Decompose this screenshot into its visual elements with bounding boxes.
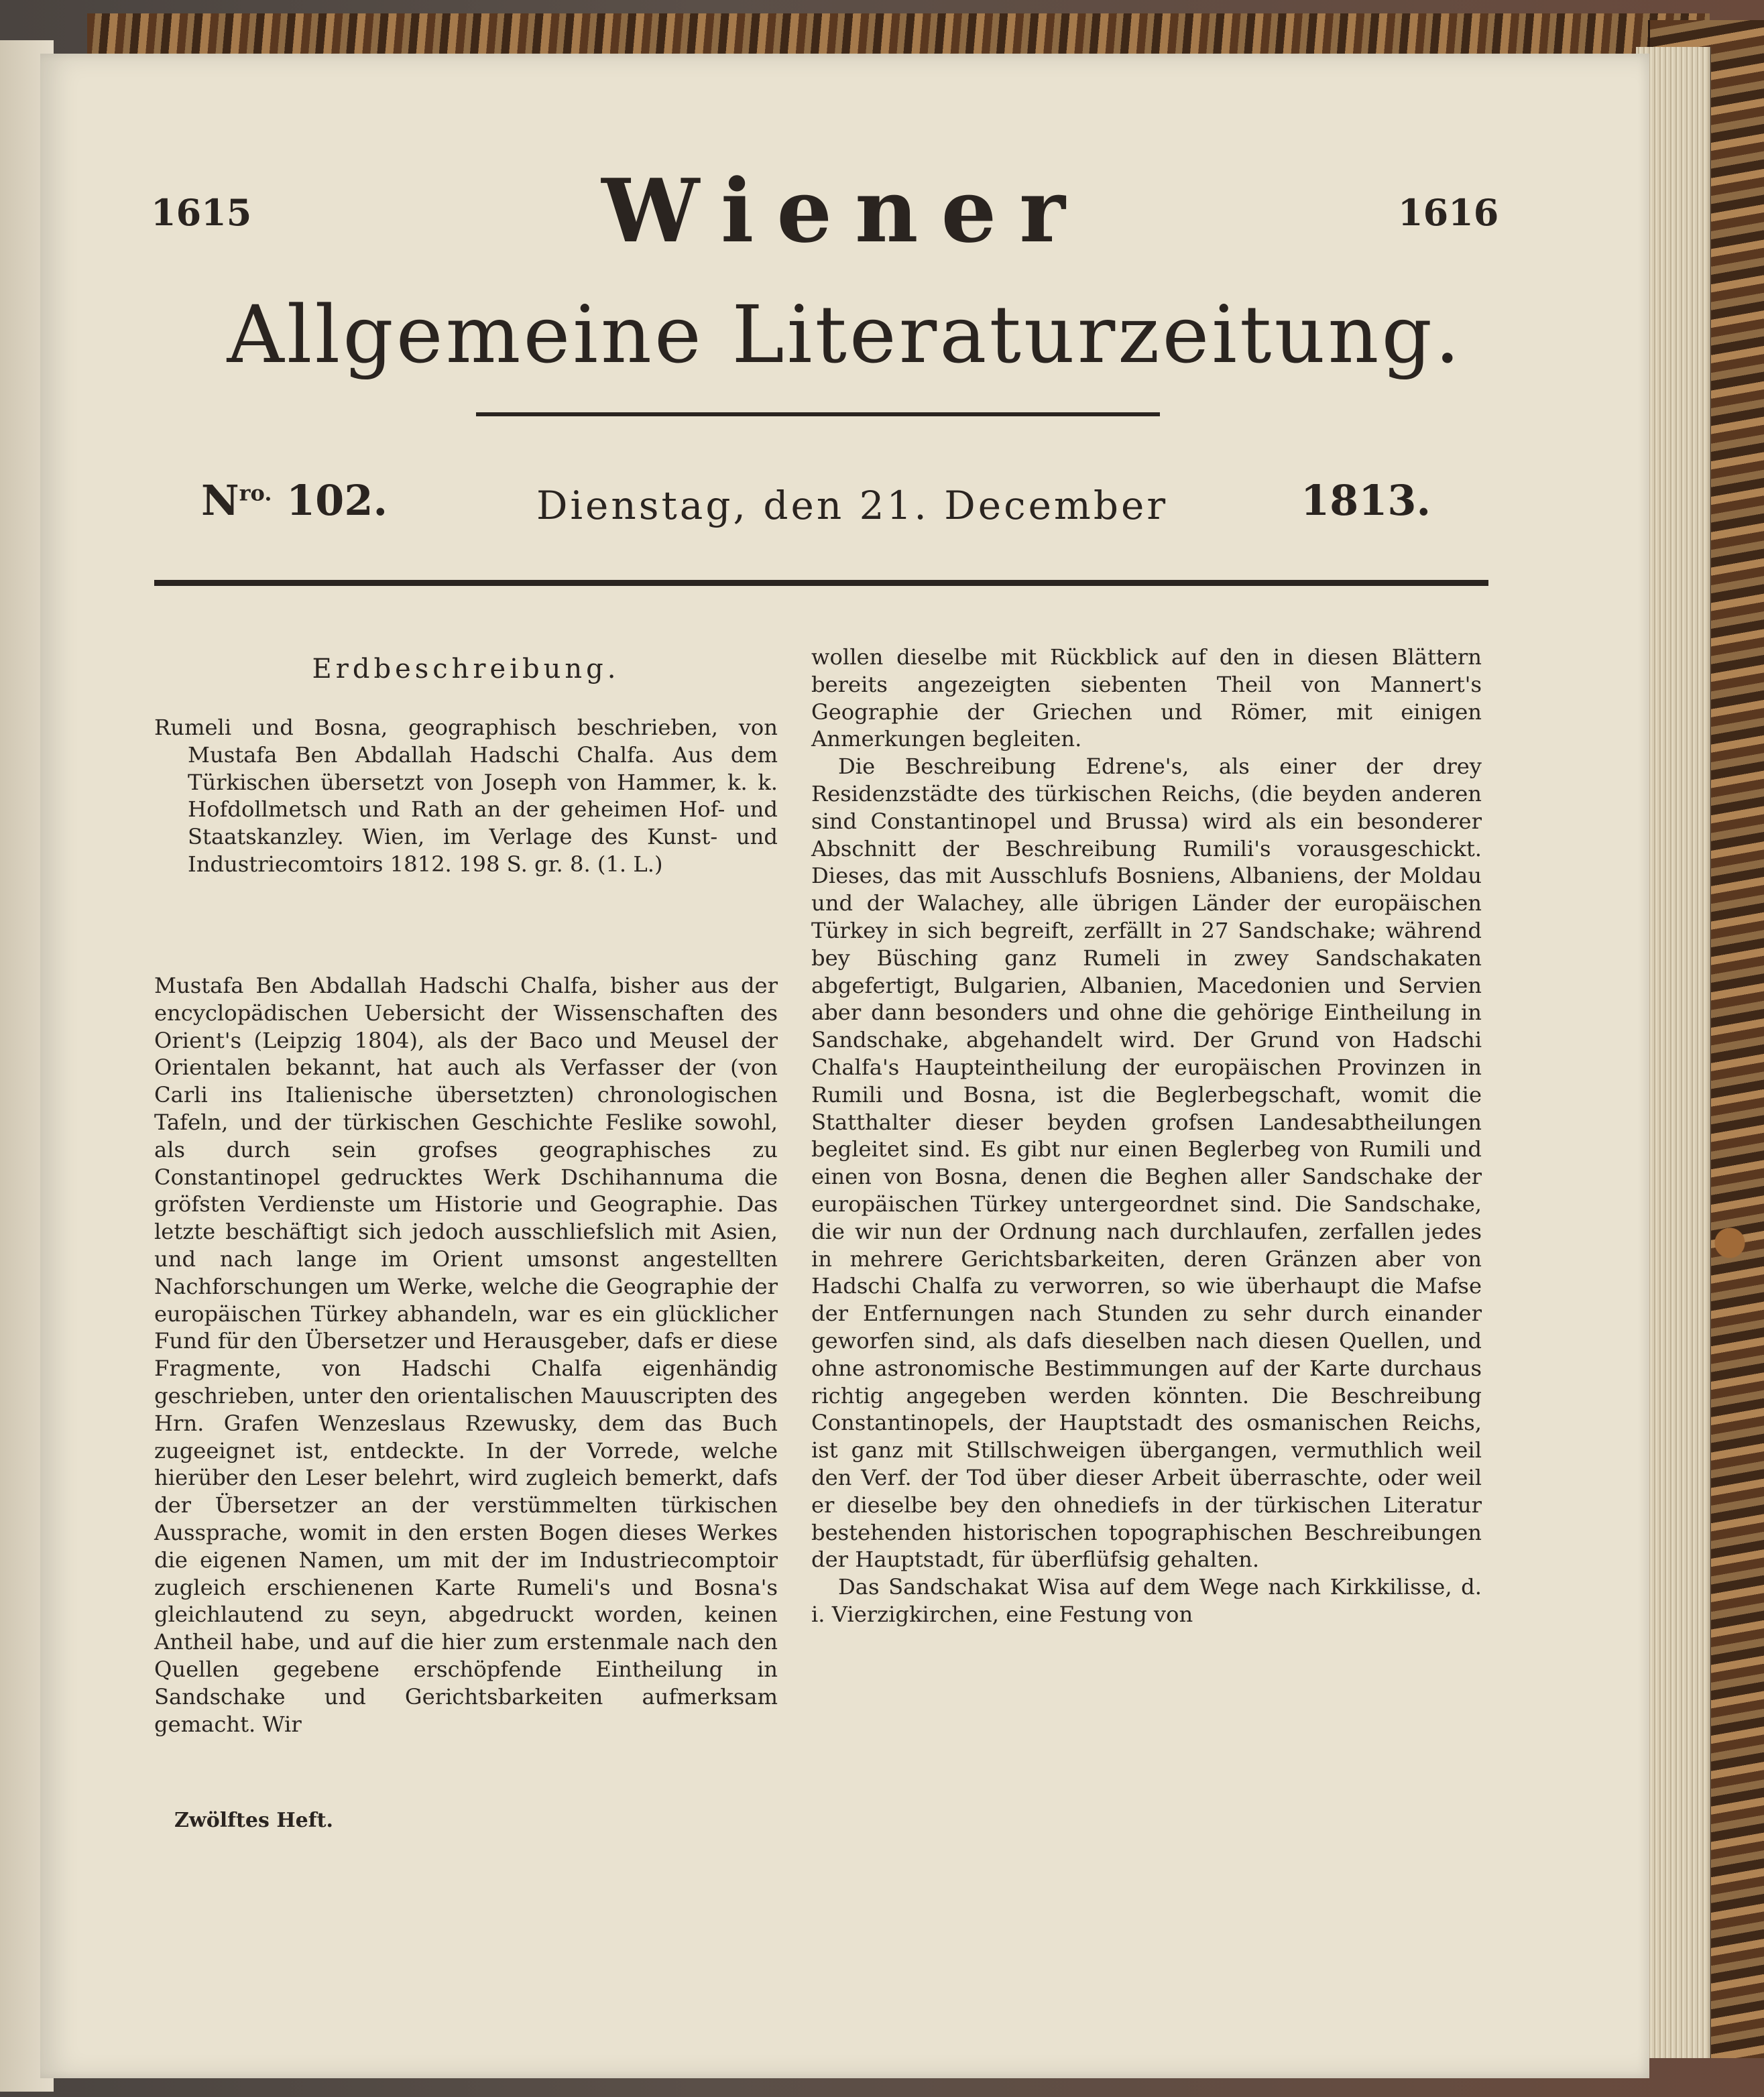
- issue-date: Dienstag, den 21. December: [536, 483, 1169, 528]
- right-column-text: [811, 644, 1482, 1628]
- masthead-title: Wiener: [601, 160, 1088, 262]
- masthead-subtitle: Allgemeine Literaturzeitung.: [227, 288, 1463, 381]
- issue-year: 1813.: [1301, 476, 1431, 525]
- left-column-text: Mustafa Ben Abdallah Hadschi Chalfa, bisher aus der encyclopädischen Uebersicht der Wissenschaften des Orient's (Leipzig 1804), als der Baco und Meusel der Orientalen bekannt, hat auch als Verfasser der (von Carli ins Italienische übersetzten) chronologischen Tafeln, und der türkischen Geschichte Feslike sowohl, als durch sein grofses geographisches zu Constantinopel gedrucktes Werk Dschihannuma die gröfsten Verdienste um Historie und Geographie. Das letzte beschäftigt sich jedoch ausschliefslich mit Asien, und nach lange im Orient umsonst angestellten Nachforschungen um Werke, welche die Geographie der europäischen Türkey abhandeln, war es ein glücklicher Fund für den Übersetzer und Herausgeber, dafs er diese Fragmente, von Hadschi Chalfa eigenhändig geschrieben, unter den orientalischen Mauuscripten des Hrn. Grafen Wenzeslaus Rzewusky, dem das Buch zugeeignet ist, entdeckte. In der Vorrede, welche hierüber den Leser belehrt, wird zugleich bemerkt, dafs der Übersetzer an der verstümmelten türkischen Aussprache, womit in den ersten Bogen dieses Werkes die eigenen Namen, um mit der im Industriecomptoir zugleich erschienenen Karte Rumeli's und Bosna's gleichlautend zu seyn, abgedruckt worden, keinen Antheil habe, und auf die hier zum erstenmale nach den Quellen gegebene erschöpfende Eintheilung in Sandschake und Gerichtsbarkeiten aufmerksam gemacht. Wir: [154, 973, 778, 1737]
- paragraph: wollen dieselbe mit Rückblick auf den in diesen Blättern bereits angezeigten siebenten Theil von Mannert's Geographie der Griechen und Römer, mit einigen Anmerkungen begleiten.: [811, 644, 1482, 752]
- bibliography-entry: Rumeli und Bosna, geographisch beschrieben, von Mustafa Ben Abdallah Hadschi Chalfa. Aus dem Türkischen übersetzt von Joseph von Hammer, k. k. Hofdollmetsch und Rath an der geheimen Hof- und Staatskanzley. Wien, im Verlage des Kunst- und Industriecomtoirs 1812. 198 S. gr. 8. (1. L.): [154, 715, 778, 877]
- page-number-left: 1615: [151, 191, 252, 234]
- signature-mark: Zwölftes Heft.: [174, 1809, 333, 1832]
- issue-number: $N^{ro.}$ 102.: [201, 476, 388, 525]
- paragraph: Das Sandschakat Wisa auf dem Wege nach Kirkkilisse, d. i. Vierzigkirchen, eine Festung von: [811, 1574, 1482, 1627]
- header-rule: [154, 580, 1488, 586]
- top-edge: [87, 13, 1710, 54]
- newspaper-page: [40, 54, 1649, 2078]
- page-number-right: 1616: [1398, 191, 1499, 234]
- paragraph: Die Beschreibung Edrene's, als einer der drey Residenzstädte des türkischen Reichs, (die beyden anderen sind Constantinopel und Brussa) wird als ein besonderer Abschnitt der Beschreibung Rumili's vorausgeschickt. Dieses, das mit Ausschlufs Bosniens, Albaniens, der Moldau und der Walachey, alle übrigen Länder der europäischen Türkey in sich begreift, zerfällt in 27 Sandschake; während bey Büsching ganz Rumeli in zwey Sandschakaten abgefertigt, Bulgarien, Albanien, Macedonien und Servien aber dann besonders und ohne die gehörige Eintheilung in Sandschake, abgehandelt wird. Der Grund von Hadschi Chalfa's Haupteintheilung der europäischen Provinzen in Rumili und Bosna, ist die Beglerbegschaft, womit die Statthalter dieser beyden grofsen Landesabtheilungen begleitet sind. Es gibt nur einen Beglerbeg von Rumili und einen von Bosna, denen die Beghen aller Sandschake der europäischen Türkey untergeordnet sind. Die Sandschake, die wir nun der Ordnung nach durchlaufen, zerfallen jedes in mehrere Gerichtsbarkeiten, deren Gränzen aber von Hadschi Chalfa zu verworren, so wie überhaupt die Mafse der Entfernungen nach Stunden zu sehr durch einander geworfen sind, als dafs dieselben nach diesen Quellen, und ohne astronomische Bestimmungen auf der Karte durchaus richtig angegeben werden könnten. Die Beschreibung Constantinopels, der Hauptstadt des osmanischen Reichs, ist ganz mit Stillschweigen übergangen, vermuthlich weil den Verf. der Tod über dieser Arbeit überraschte, oder weil er dieselbe bey den ohnediefs in der türkischen Literatur bestehenden historischen topographischen Beschreibungen der Hauptstadt, für überflüfsig gehalten.: [811, 754, 1482, 1573]
- masthead-rule: [476, 412, 1160, 416]
- section-heading: Erdbeschreibung.: [312, 654, 620, 684]
